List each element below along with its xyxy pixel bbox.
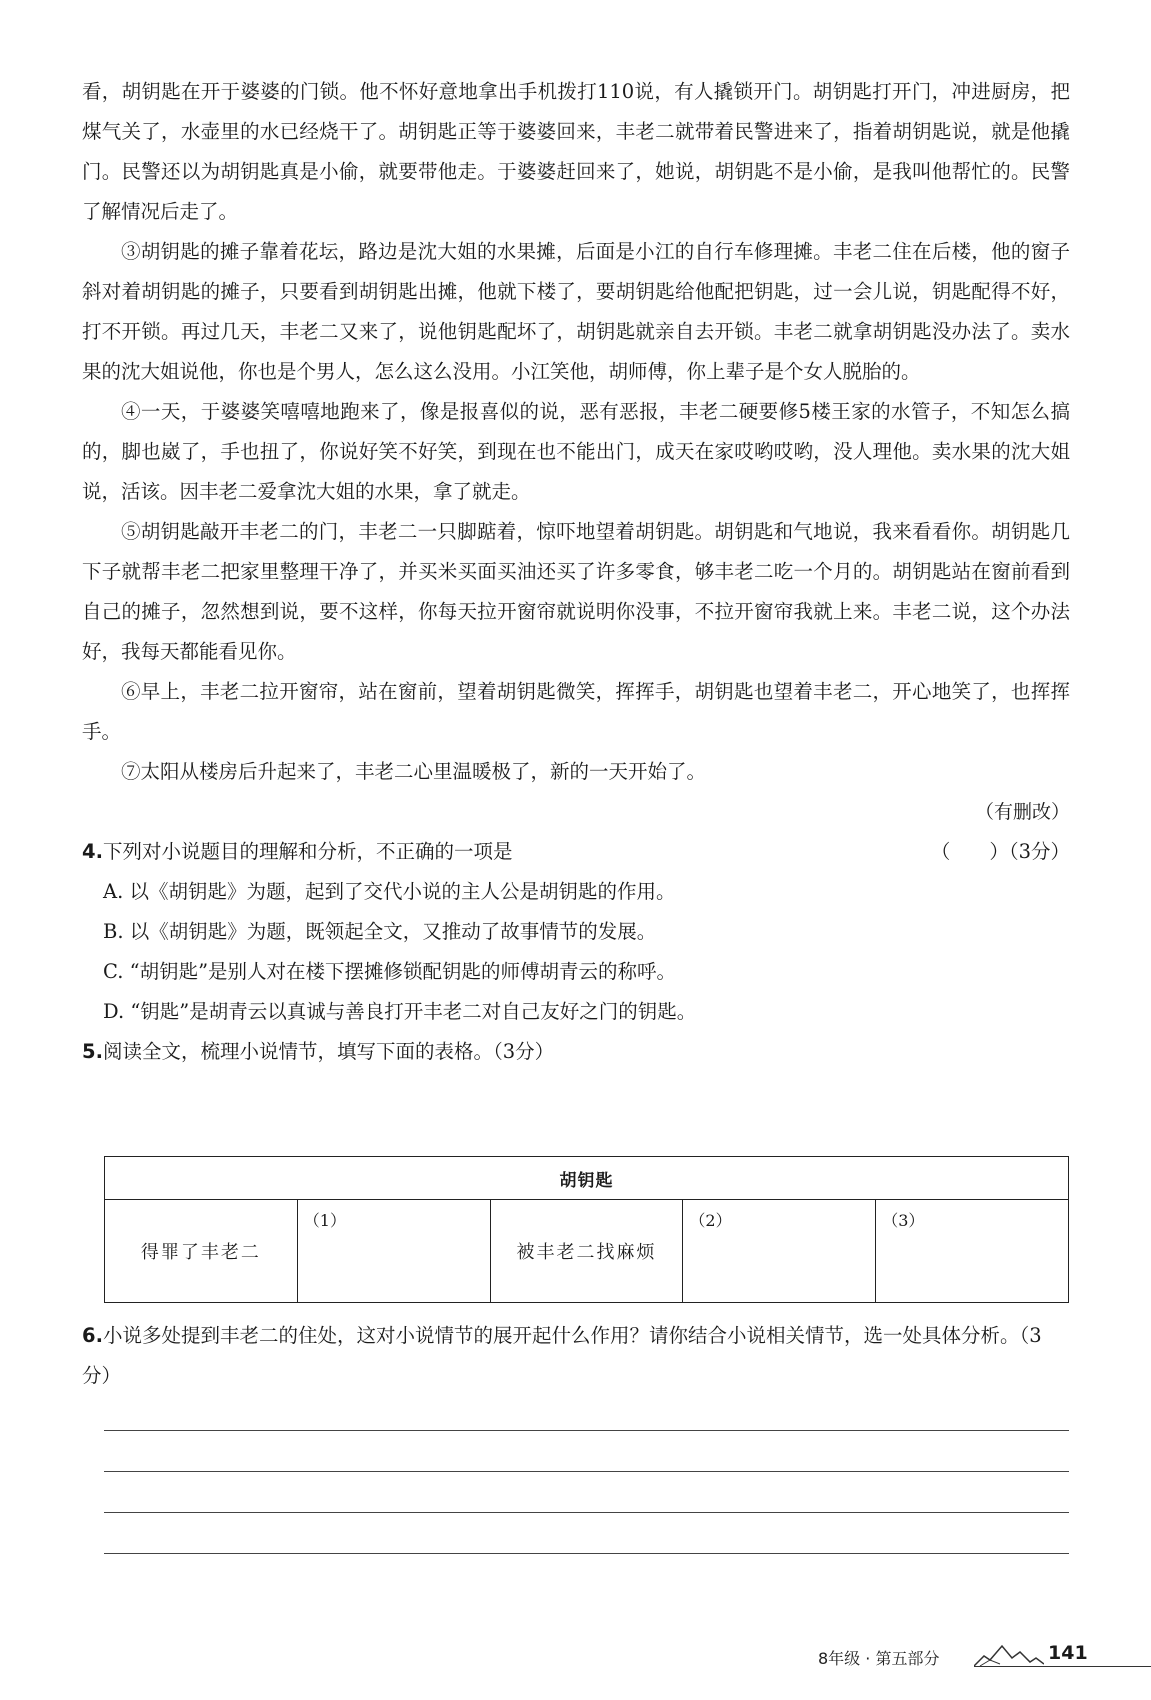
passage-paragraph-3: ③胡钥匙的摊子靠着花坛，路边是沈大姐的水果摊，后面是小江的自行车修理摊。丰老二住在后楼，他的窗子斜对着胡钥匙的摊子，只要看到胡钥匙出摊，他就下楼了，要胡钥匙给他配把钥匙，过一会儿说，钥匙配得不好，打不开锁。再过几天，丰老二又来了，说他钥匙配坏了，胡钥匙就亲自去开锁。丰老二就拿胡钥匙没办法了。卖水果的沈大姐说他，你也是个男人，怎么这么没用。小江笑他，胡师傅，你上辈子是个女人脱胎的。: [82, 240, 1070, 383]
answer-line[interactable]: [104, 1430, 1069, 1431]
mountain-icon: [974, 1642, 1044, 1668]
question-number: 4.: [82, 840, 103, 863]
plot-table: [104, 1156, 1069, 1303]
question-5: [82, 1032, 1070, 1072]
blank-number: （2）: [689, 1211, 732, 1230]
answer-bracket-score[interactable]: （ ）（3分）: [930, 840, 1070, 863]
option-b[interactable]: B. 以《胡钥匙》为题，既领起全文，又推动了故事情节的发展。: [103, 920, 657, 943]
option-c[interactable]: C. “胡钥匙”是别人对在楼下摆摊修锁配钥匙的师傅胡青云的称呼。: [103, 960, 677, 983]
reading-passage: [82, 72, 1070, 1072]
option-d[interactable]: D. “钥匙”是胡青云以真诚与善良打开丰老二对自己友好之门的钥匙。: [103, 1000, 697, 1023]
table-cell-blank-2[interactable]: [683, 1200, 876, 1303]
table-header: 胡钥匙: [105, 1157, 1069, 1200]
question-stem: 下列对小说题目的理解和分析，不正确的一项是: [102, 840, 513, 863]
table-cell-given-1: 得罪了丰老二: [105, 1200, 298, 1303]
question-6: [82, 1316, 1070, 1396]
passage-paragraph-cont: 看，胡钥匙在开于婆婆的门锁。他不怀好意地拿出手机拨打110说，有人撬锁开门。胡钥匙打开门，冲进厨房，把煤气关了，水壶里的水已经烧干了。胡钥匙正等于婆婆回来，丰老二就带着民警进来了，指着胡钥匙说，就是他撬门。民警还以为胡钥匙真是小偷，就要带他走。于婆婆赶回来了，她说，胡钥匙不是小偷，是我叫他帮忙的。民警了解情况后走了。: [82, 80, 1070, 223]
question-4: [82, 832, 1070, 872]
blank-number: （1）: [303, 1211, 346, 1230]
passage-paragraph-4: ④一天，于婆婆笑嘻嘻地跑来了，像是报喜似的说，恶有恶报，丰老二硬要修5楼王家的水管子，不知怎么搞的，脚也崴了，手也扭了，你说好笑不好笑，到现在也不能出门，成天在家哎哟哎哟，没人理他。卖水果的沈大姐说，活该。因丰老二爱拿沈大姐的水果，拿了就走。: [82, 400, 1070, 503]
answer-line[interactable]: [104, 1512, 1069, 1513]
page-footer: [818, 1642, 1151, 1672]
passage-paragraph-7: ⑦太阳从楼房后升起来了，丰老二心里温暖极了，新的一天开始了。: [121, 760, 707, 783]
source-note: （有删改）: [974, 801, 1070, 823]
footer-rule: [974, 1666, 1151, 1667]
table-cell-blank-1[interactable]: [297, 1200, 490, 1303]
answer-line[interactable]: [104, 1471, 1069, 1472]
question-number: 5.: [82, 1040, 103, 1063]
question-stem: 阅读全文，梳理小说情节，填写下面的表格。（3分）: [102, 1040, 555, 1063]
passage-paragraph-5: ⑤胡钥匙敲开丰老二的门，丰老二一只脚踮着，惊吓地望着胡钥匙。胡钥匙和气地说，我来看看你。胡钥匙几下子就帮丰老二把家里整理干净了，并买米买面买油还买了许多零食，够丰老二吃一个月的。胡钥匙站在窗前看到自己的摊子，忽然想到说，要不这样，你每天拉开窗帘就说明你没事，不拉开窗帘我就上来。丰老二说，这个办法好，我每天都能看见你。: [82, 520, 1070, 663]
footer-label: 8年级 · 第五部分: [818, 1649, 940, 1668]
question-stem: 小说多处提到丰老二的住处，这对小说情节的展开起什么作用？请你结合小说相关情节，选一处具体分析。（3分）: [82, 1324, 1042, 1387]
blank-number: （3）: [882, 1211, 925, 1230]
option-a[interactable]: A. 以《胡钥匙》为题，起到了交代小说的主人公是胡钥匙的作用。: [103, 880, 676, 903]
table-cell-given-2: 被丰老二找麻烦: [490, 1200, 683, 1303]
page-number: 141: [1048, 1642, 1088, 1664]
answer-line[interactable]: [104, 1553, 1069, 1554]
table-cell-blank-3[interactable]: [876, 1200, 1069, 1303]
question-number: 6.: [82, 1324, 103, 1347]
passage-paragraph-6: ⑥早上，丰老二拉开窗帘，站在窗前，望着胡钥匙微笑，挥挥手，胡钥匙也望着丰老二，开心地笑了，也挥挥手。: [82, 680, 1070, 743]
